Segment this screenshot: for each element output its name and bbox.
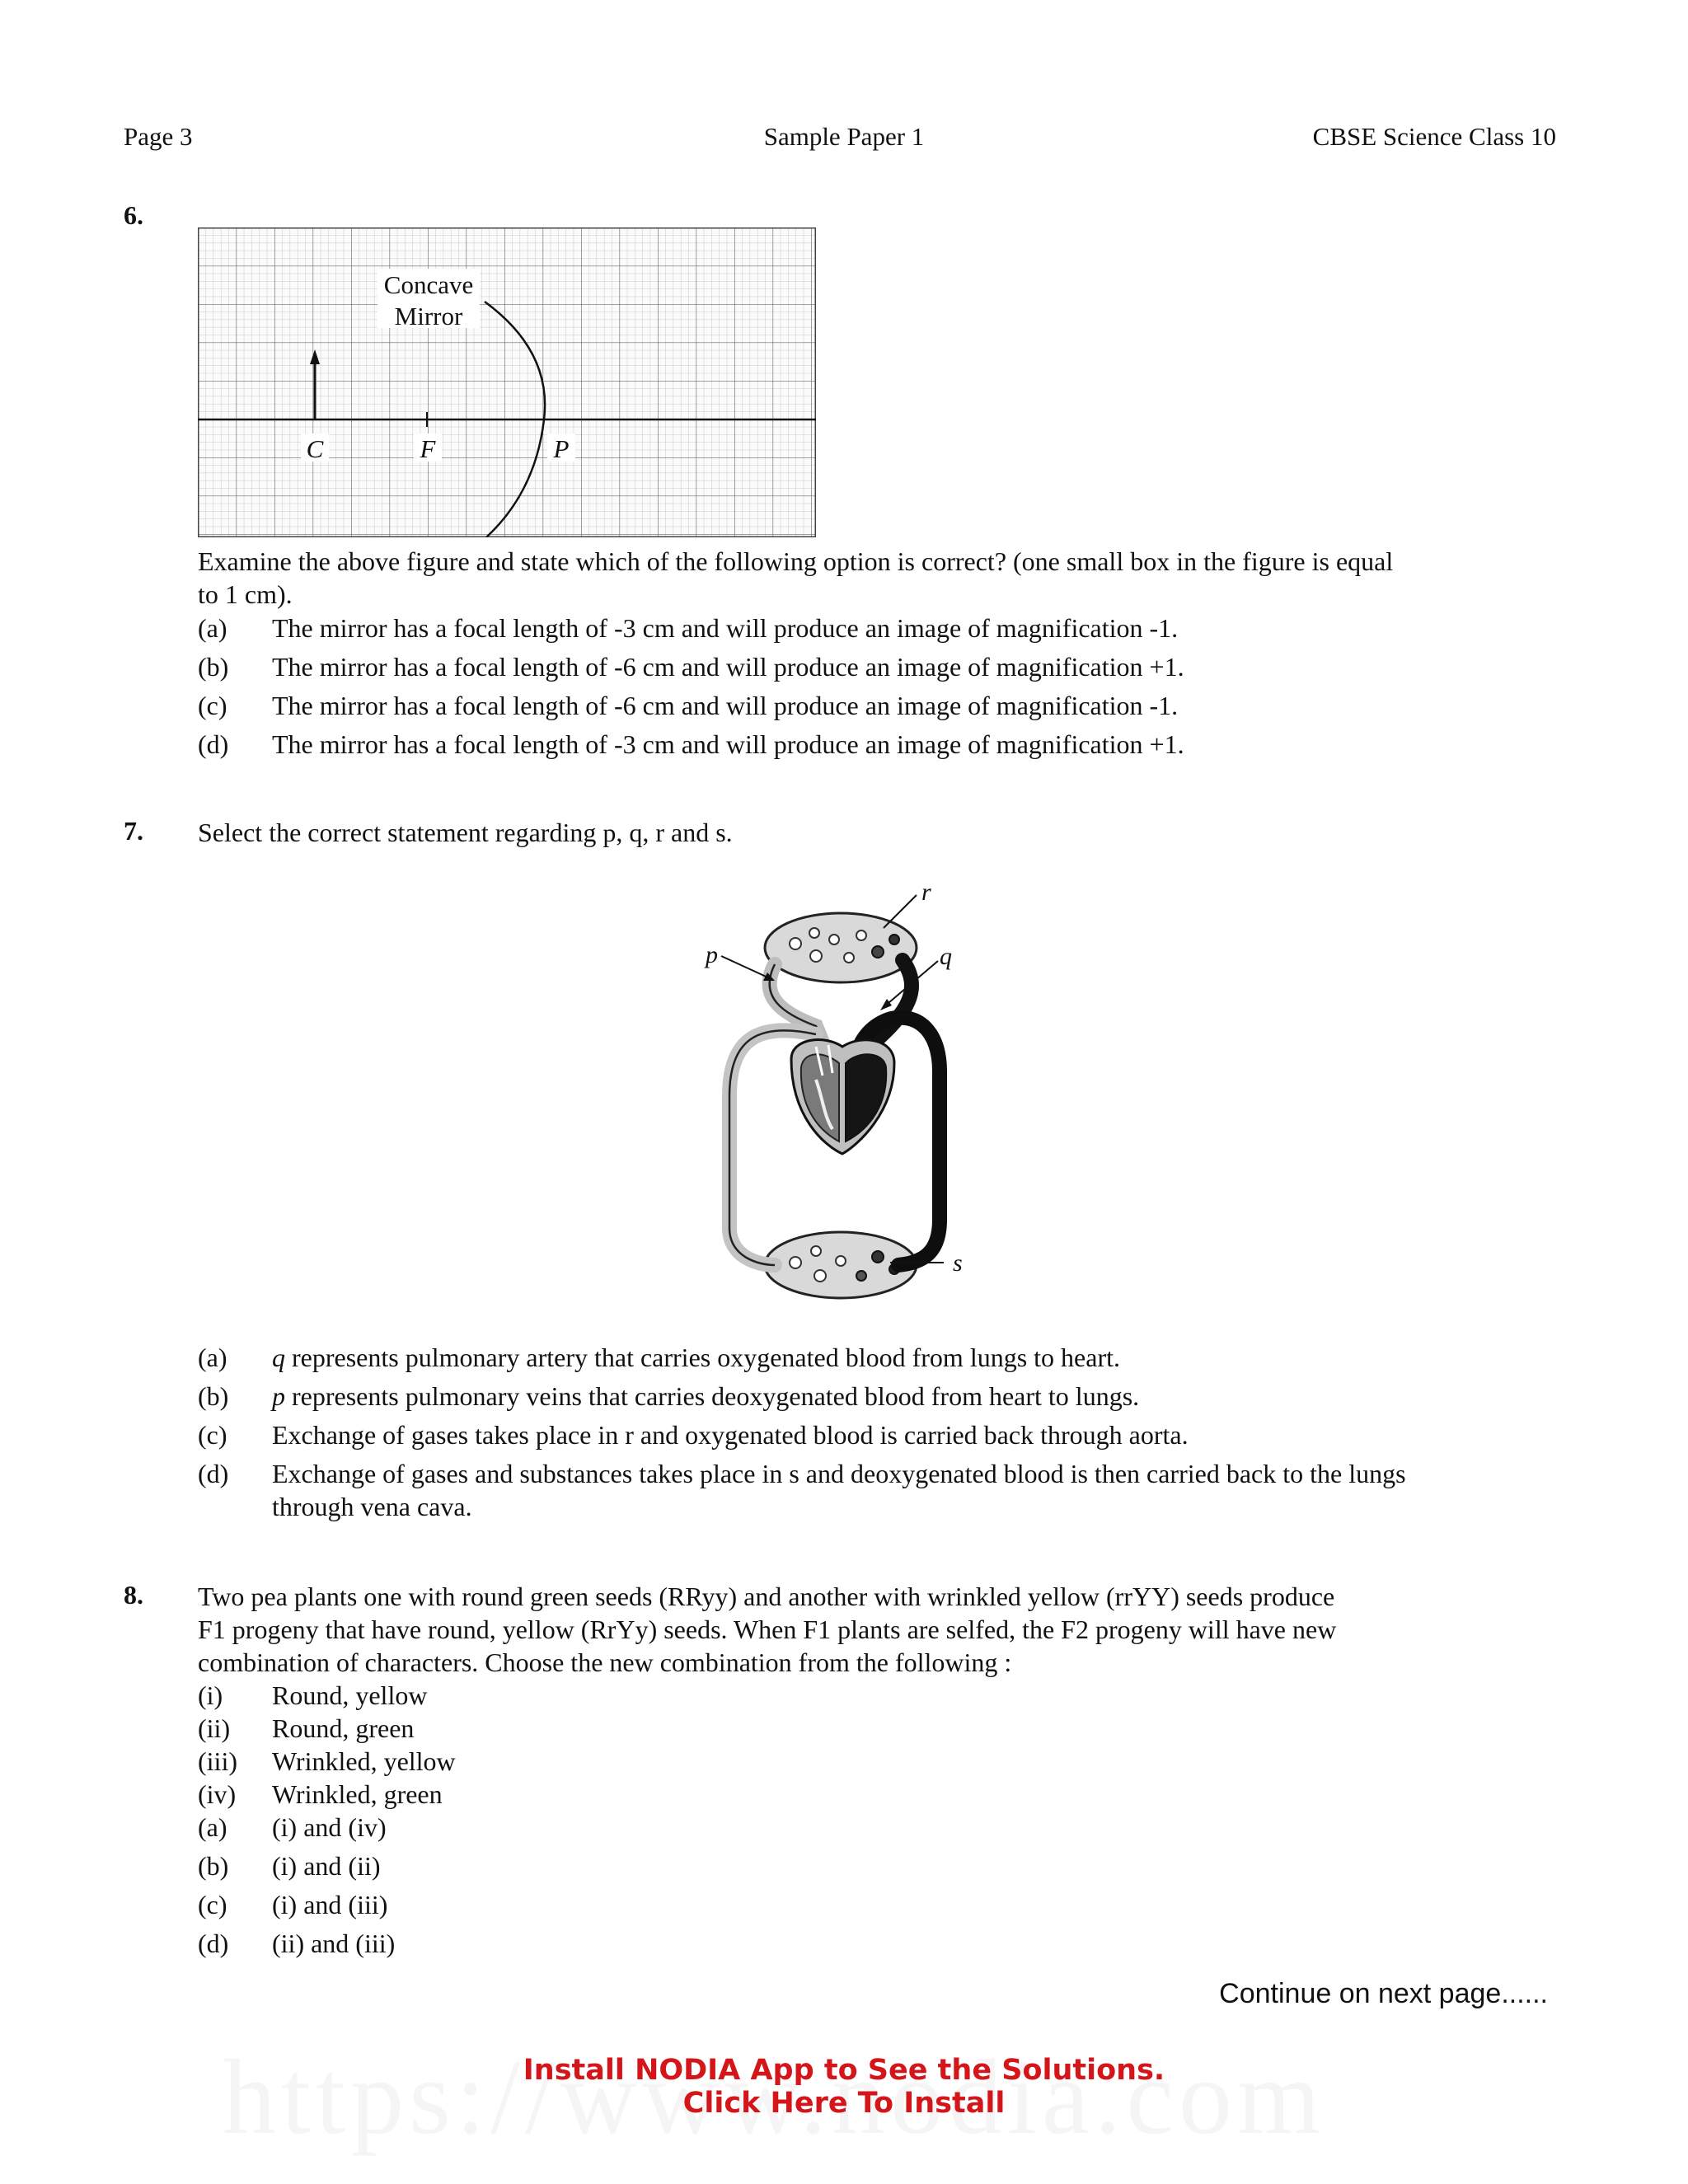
question-6-number: 6.: [124, 200, 143, 230]
header-subject: CBSE Science Class 10: [1312, 122, 1556, 151]
lung-capillary-bed: [765, 913, 917, 982]
question-7-stem: Select the correct statement regarding p, q, r and s.: [198, 818, 733, 847]
question-6-stem: Examine the above figure and state which of the following option is correct? (one small box in the figure is equal to 1 cm).: [198, 546, 1394, 609]
label-r: r: [921, 882, 931, 906]
mirror-label-line2: Mirror: [394, 302, 463, 330]
label-r-pointer: [884, 895, 917, 928]
continue-next-page-text: Continue on next page......: [1219, 1978, 1548, 2009]
point-p-label: P: [553, 434, 570, 463]
circulatory-system-diagram: [692, 882, 1006, 1310]
heart: [791, 1040, 894, 1154]
point-f-label: F: [420, 434, 436, 463]
question-8-number: 8.: [124, 1580, 143, 1610]
question-8-stem: Two pea plants one with round green seeds (RRyy) and another with wrinkled yellow (rrYY) seeds produce F1 progeny that have round, yellow (RrYy) seeds. When F1 plants are selfed, the F2 progeny will have new combination of characters. Choose the new combination from the following :: [198, 1582, 1337, 1677]
question-7-number: 7.: [124, 816, 143, 846]
header-page-number: Page 3: [124, 122, 193, 151]
mirror-label-line1: Concave: [383, 270, 474, 299]
point-c-label: C: [306, 434, 324, 463]
label-s: s: [953, 1249, 963, 1277]
label-p-pointer: [721, 956, 771, 979]
label-q: q: [940, 943, 952, 970]
concave-mirror-grid-figure: [198, 227, 816, 537]
install-app-link[interactable]: Install NODIA App to See the Solutions. Click Here To Install: [523, 2054, 1165, 2120]
label-p: p: [706, 941, 718, 968]
header-paper-title: Sample Paper 1: [763, 122, 925, 151]
